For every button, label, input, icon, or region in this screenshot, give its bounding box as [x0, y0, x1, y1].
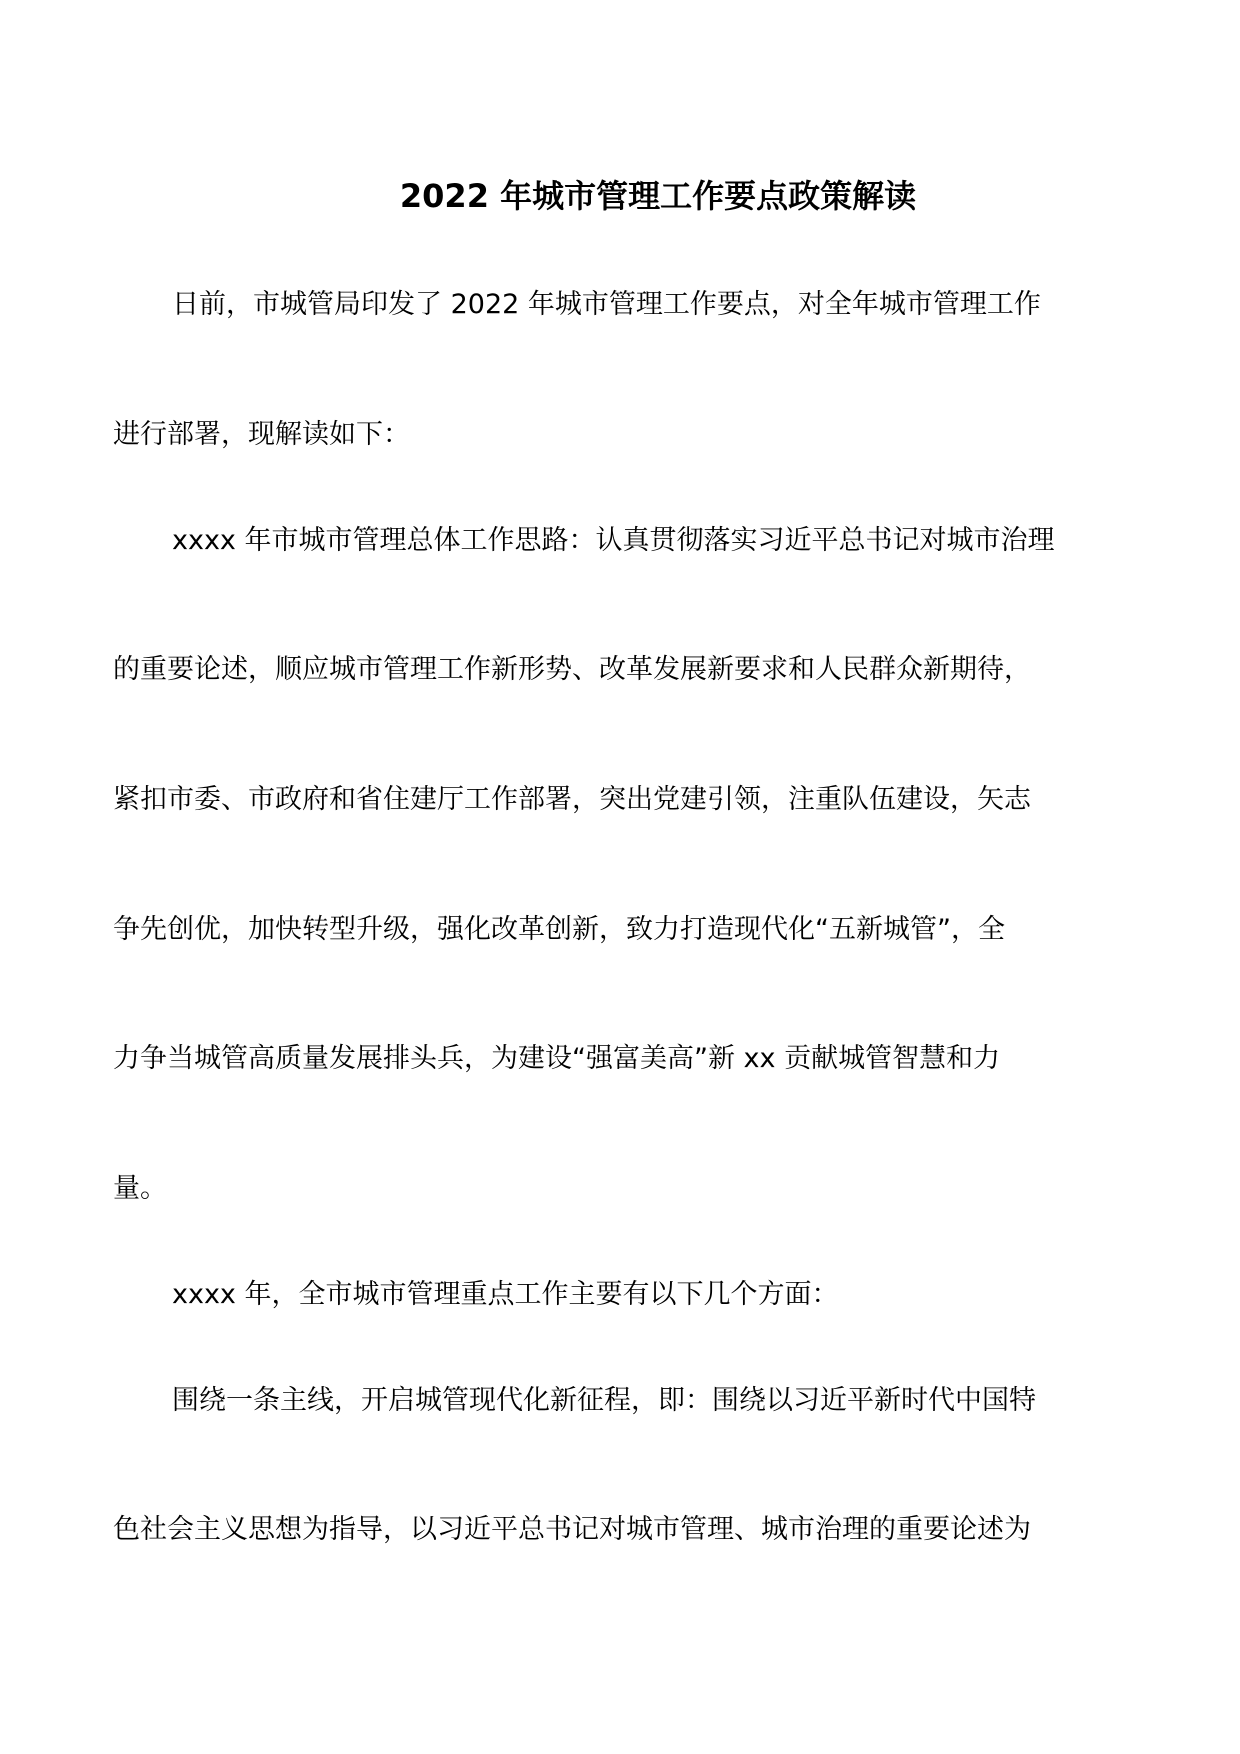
paragraph-2-line-3: 紧扣市委、市政府和省住建厅工作部署，突出党建引领，注重队伍建设，矢志: [113, 784, 1031, 815]
paragraph-2-line-1: xxxx 年市城市管理总体工作思路：认真贯彻落实习近平总书记对城市治理: [172, 525, 1055, 556]
paragraph-3-line-1: xxxx 年，全市城市管理重点工作主要有以下几个方面：: [172, 1279, 839, 1310]
paragraph-1-line-2: 进行部署，现解读如下：: [113, 419, 410, 450]
paragraph-2-line-2: 的重要论述，顺应城市管理工作新形势、改革发展新要求和人民群众新期待，: [113, 654, 1031, 685]
paragraph-2-line-6: 量。: [113, 1173, 167, 1204]
document-title: 2022 年城市管理工作要点政策解读: [399, 177, 917, 215]
paragraph-2-line-5: 力争当城管高质量发展排头兵，为建设“强富美高”新 xx 贡献城管智慧和力: [113, 1043, 1001, 1074]
paragraph-4-line-2: 色社会主义思想为指导，以习近平总书记对城市管理、城市治理的重要论述为: [113, 1514, 1031, 1545]
paragraph-2-line-4: 争先创优，加快转型升级，强化改革创新，致力打造现代化“五新城管”，全: [113, 914, 1005, 945]
paragraph-1-line-1: 日前，市城管局印发了 2022 年城市管理工作要点，对全年城市管理工作: [172, 289, 1041, 320]
paragraph-4-line-1: 围绕一条主线，开启城管现代化新征程，即：围绕以习近平新时代中国特: [172, 1385, 1036, 1416]
